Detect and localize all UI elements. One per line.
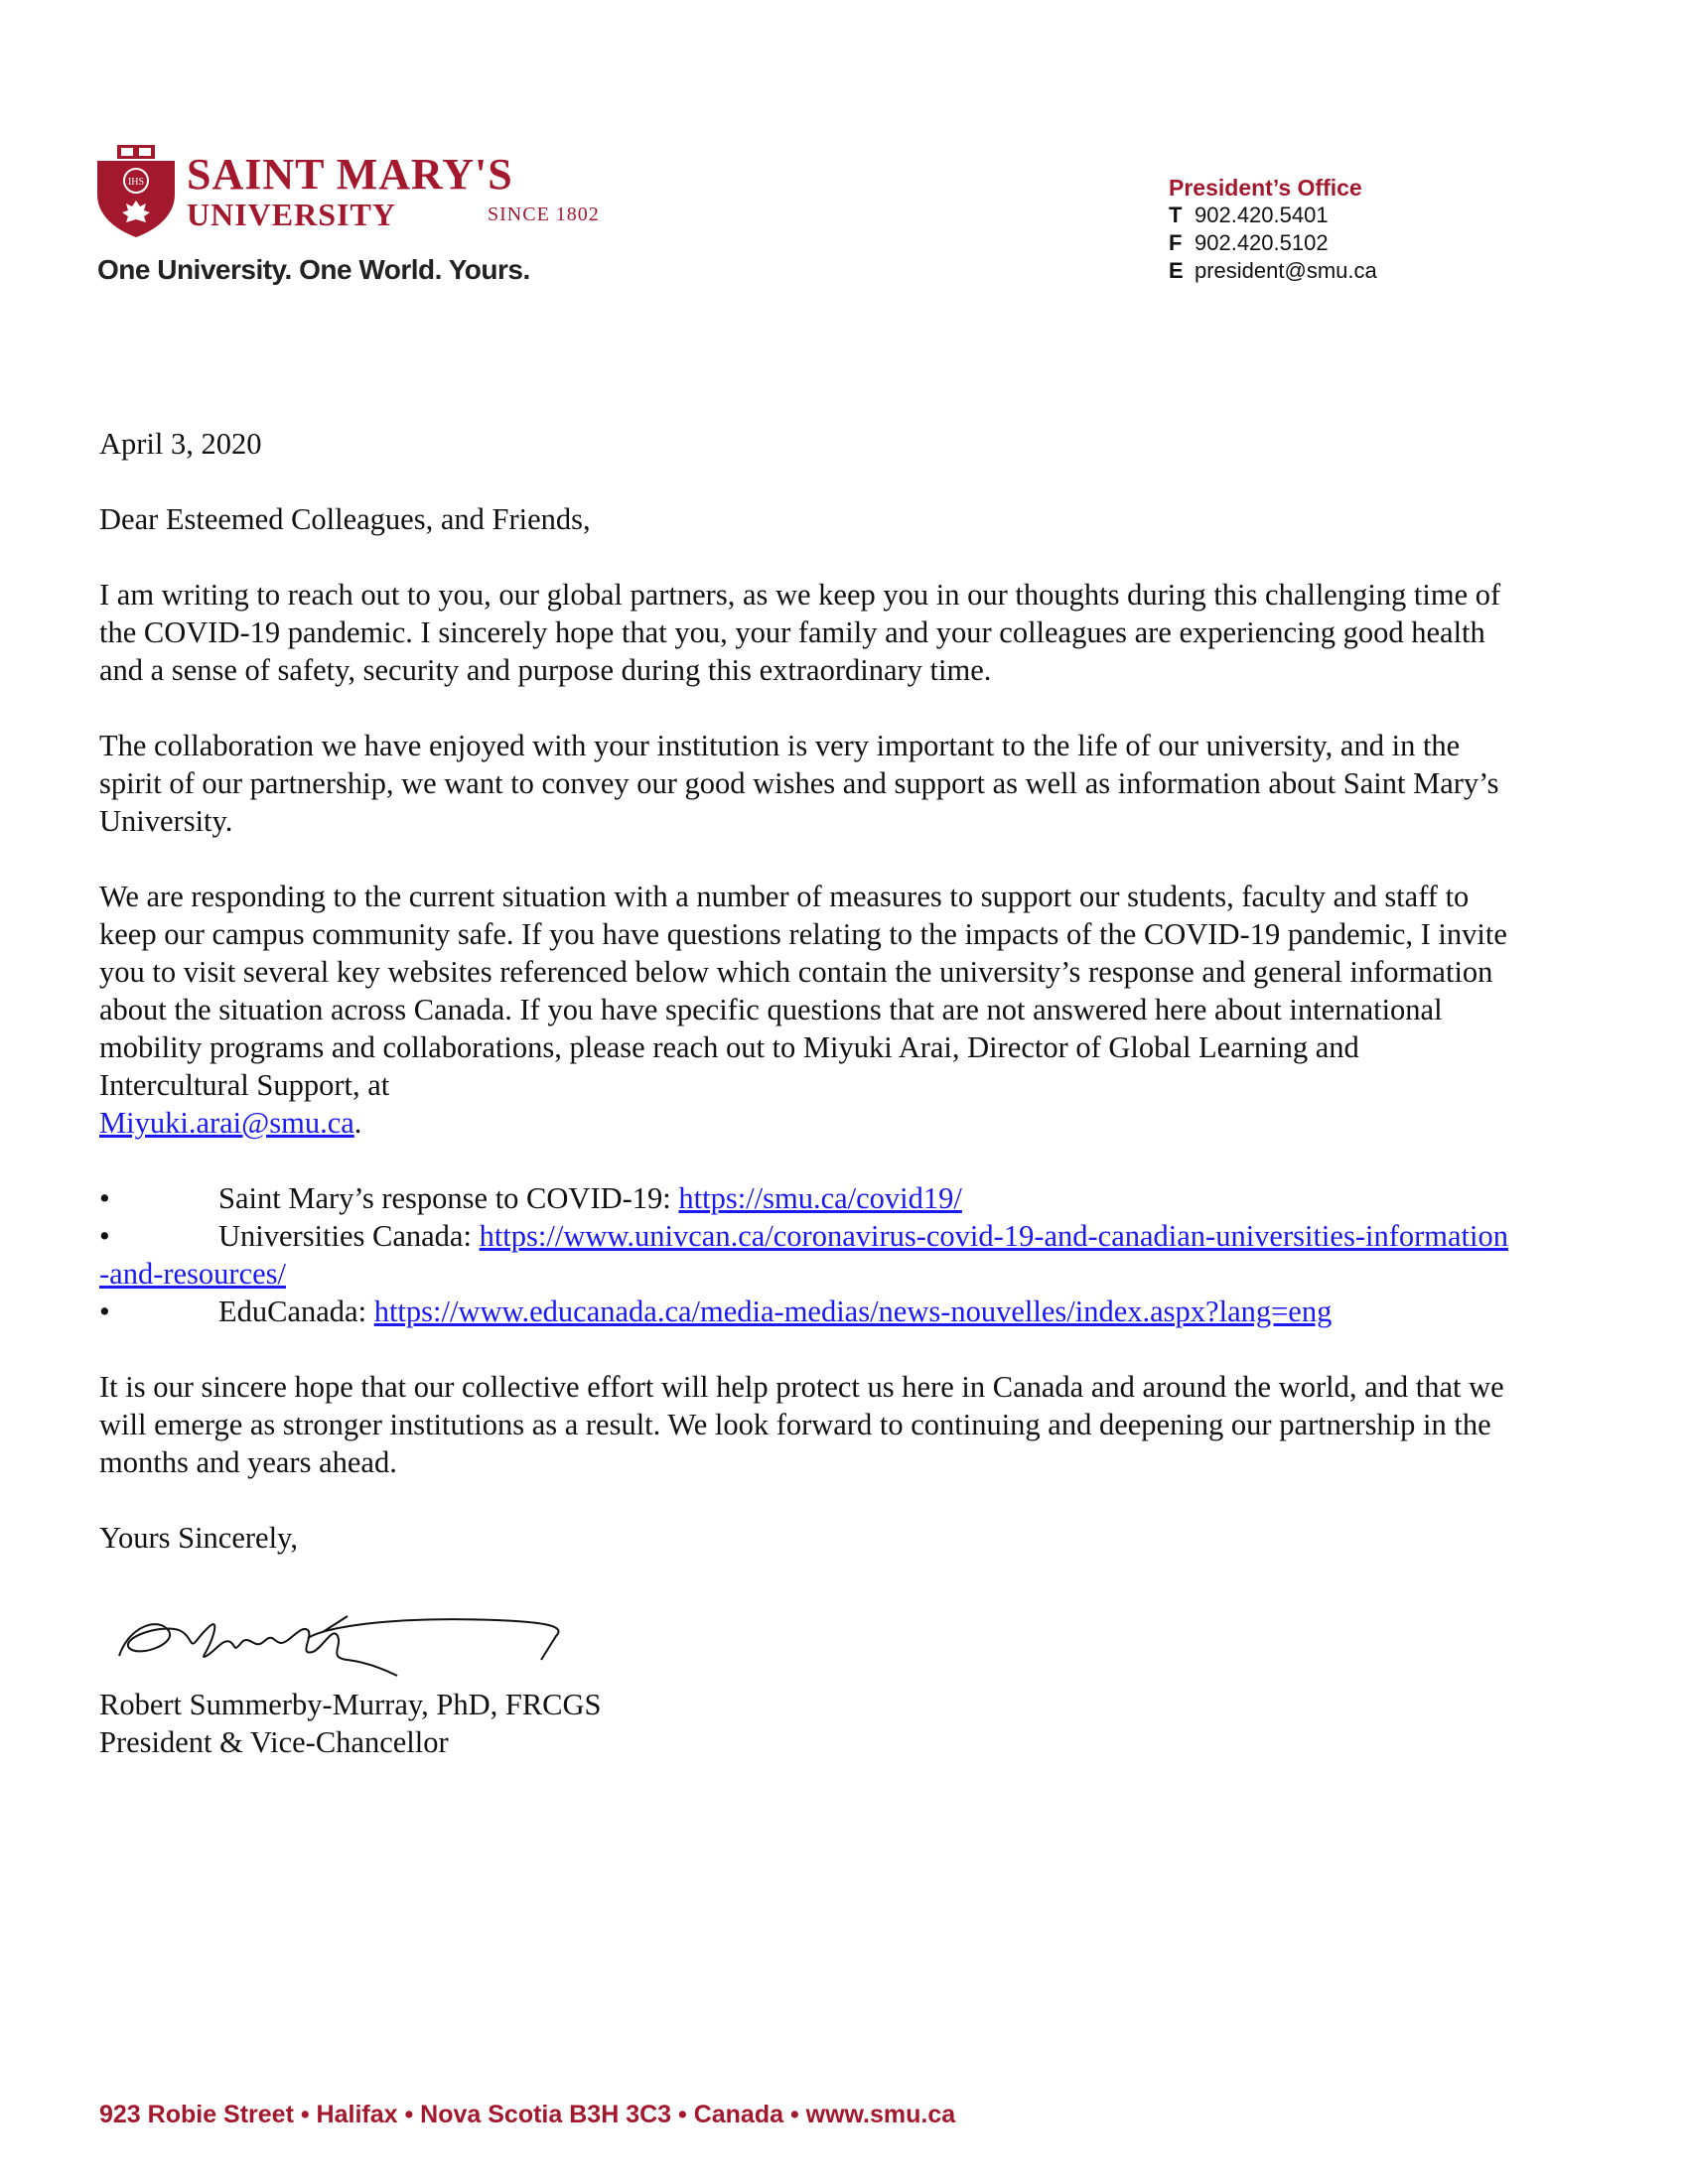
salutation: Dear Esteemed Colleagues, and Friends,	[99, 502, 591, 536]
university-logo	[95, 145, 600, 239]
paragraph-1: I am writing to reach out to you, our global partners, as we keep you in our thoughts during this challenging time of the COVID-19 pandemic. I sincerely hope that you, your family and your colleagues are experiencing good health and a sense of safety, security and purpose during this extraordinary time.	[99, 578, 1501, 687]
crest-icon	[95, 145, 177, 238]
signer-title: President & Vice-Chancellor	[99, 1725, 449, 1759]
email-label: E	[1169, 258, 1184, 283]
list-item	[99, 1293, 1509, 1330]
signature-block	[99, 1519, 1509, 1761]
fax-line	[1169, 229, 1377, 257]
link-educanada[interactable]: https://www.educanada.ca/media-medias/news-nouvelles/index.aspx?lang=eng	[373, 1295, 1333, 1328]
link-label: Universities Canada:	[218, 1219, 480, 1253]
phone-line	[1169, 202, 1377, 229]
svg-text:IHS: IHS	[127, 177, 145, 188]
presidents-office-contact	[1169, 174, 1377, 285]
phone-number: 902.420.5401	[1195, 203, 1329, 227]
fax-label: F	[1169, 230, 1183, 255]
bullet: •	[99, 1219, 110, 1253]
list-item	[99, 1217, 1509, 1293]
resource-links	[99, 1179, 1509, 1330]
signer-name: Robert Summerby-Murray, PhD, FRCGS	[99, 1688, 602, 1721]
logo-since: SINCE 1802	[488, 204, 600, 225]
logo-university: UNIVERSITY	[187, 197, 396, 232]
tagline: One University. One World. Yours.	[97, 254, 530, 285]
closing: Yours Sincerely,	[99, 1521, 298, 1555]
phone-label: T	[1169, 203, 1183, 227]
link-label: EduCanada:	[218, 1295, 374, 1328]
letter-body	[99, 425, 1509, 1761]
paragraph-3	[99, 878, 1509, 1142]
signature-image	[99, 1586, 596, 1686]
email-address: president@smu.ca	[1195, 258, 1377, 283]
bullet: •	[99, 1295, 110, 1328]
footer-address: 923 Robie Street • Halifax • Nova Scotia B3H 3C3 • Canada • www.smu.ca	[99, 2101, 956, 2128]
link-label: Saint Mary’s response to COVID-19:	[218, 1181, 679, 1215]
bullet: •	[99, 1181, 110, 1215]
fax-number: 902.420.5102	[1195, 230, 1329, 255]
paragraph-3-text: We are responding to the current situation with a number of measures to support our students, faculty and staff to keep our campus community safe. If you have questions relating to the impacts of the COVID-19 pandemic, I invite you to visit several key websites referenced below which contain the university’s response and general information about the situation across Canada. If you have specific questions that are not answered here about international mobility programs and collaborations, please reach out to Miyuki Arai, Director of Global Learning and Intercultural Support, at	[99, 880, 1507, 1102]
letter-date: April 3, 2020	[99, 427, 262, 461]
link-univcan[interactable]: https://www.univcan.ca/coronavirus-covid-19-and-canadian-universities-information-and-resources/	[99, 1219, 1508, 1291]
paragraph-2: The collaboration we have enjoyed with your institution is very important to the life of our university, and in the spirit of our partnership, we want to convey our good wishes and support as well as information about Saint Mary’s University.	[99, 729, 1499, 838]
email-line	[1169, 257, 1377, 285]
office-title: President’s Office	[1169, 175, 1362, 201]
paragraph-4: It is our sincere hope that our collective effort will help protect us here in Canada and around the world, and that we will emerge as stronger institutions as a result. We look forward to continuing and deepening our partnership in the months and years ahead.	[99, 1370, 1504, 1479]
logo-name: SAINT MARY'S	[187, 150, 513, 199]
list-item	[99, 1179, 1509, 1217]
paragraph-3-end: .	[353, 1106, 362, 1140]
email-link-miyuki[interactable]: Miyuki.arai@smu.ca	[99, 1106, 354, 1140]
link-smu-covid[interactable]: https://smu.ca/covid19/	[678, 1181, 962, 1215]
